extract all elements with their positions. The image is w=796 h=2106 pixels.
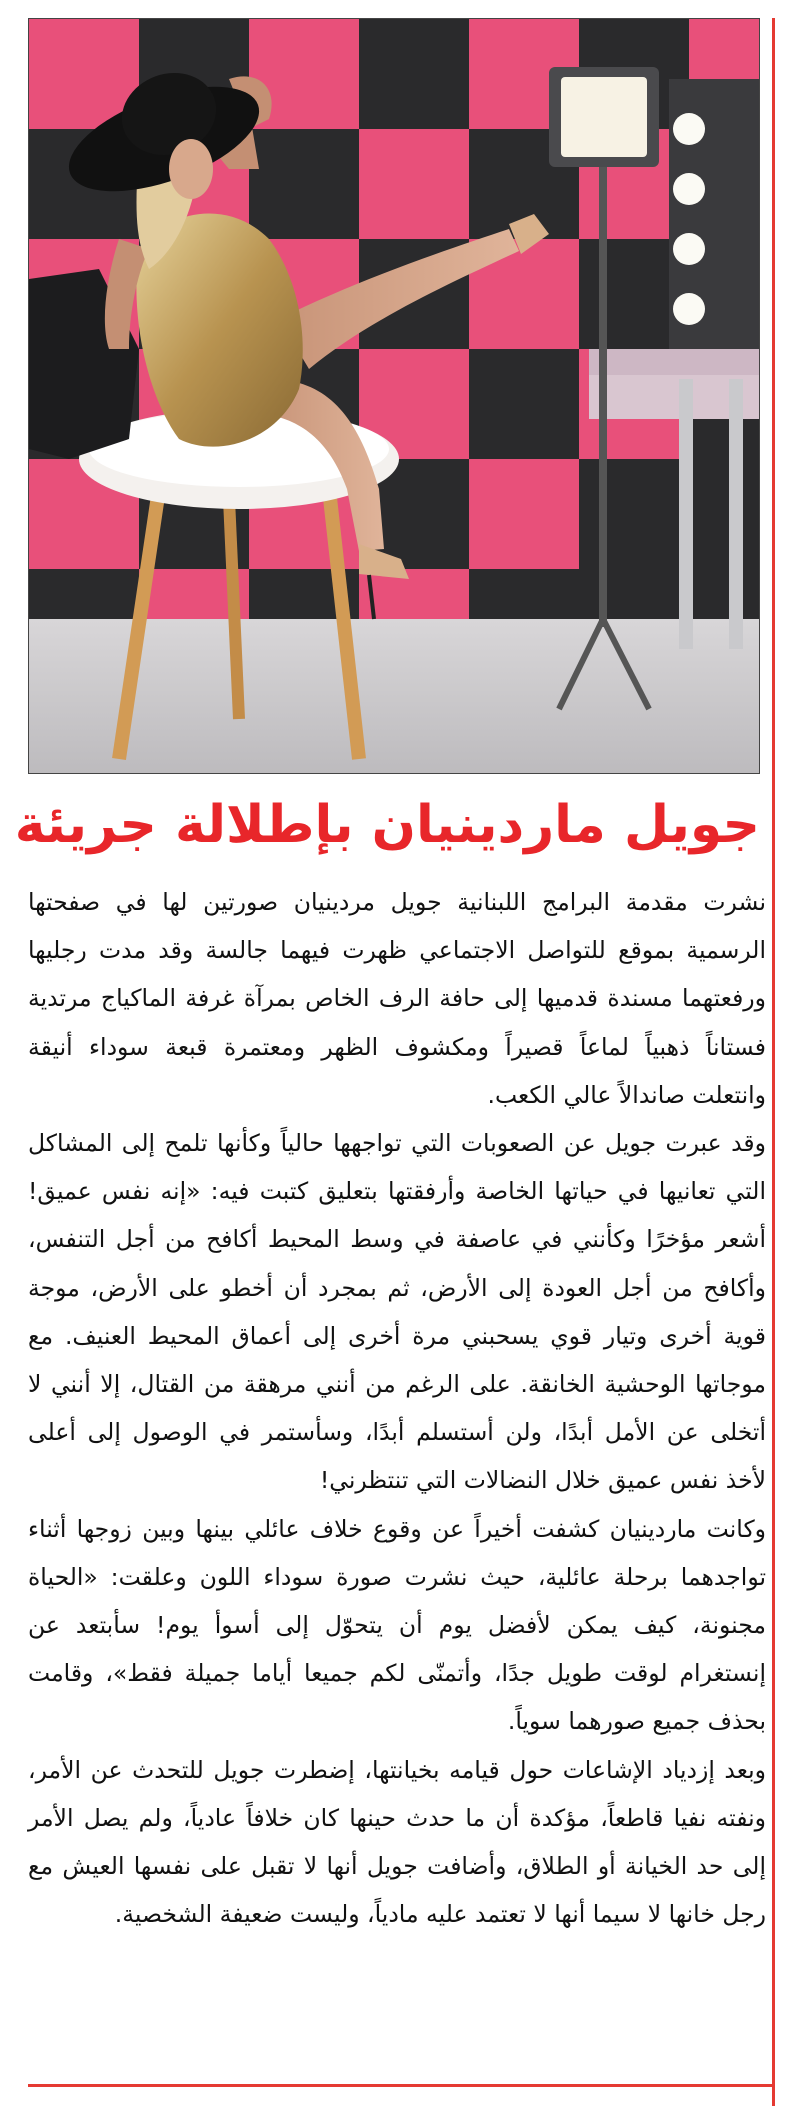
article-paragraph: وقد عبرت جويل عن الصعوبات التي تواجهها حالياً وكأنها تلمح إلى المشاكل التي تعانيها في حياتها الخاصة وأرفقتها بتعليق كتبت فيه: «إنه نفس عميق! أشعر مؤخرًا وكأنني في عاصفة في وسط المحيط أكافح من أجل التنفس، وأكافح من أجل العودة إلى الأرض، ثم بمجرد أن أخطو على الأرض، موجة قوية أخرى وتيار قوي يسحبني مرة أخرى إلى أعماق المحيط العنيف. مع موجاتها الوحشية الخانقة. على الرغم من أنني مرهقة من القتال، إلا أنني لا أتخلى عن الأمل أبدًا، ولن أستسلم أبدًا، وسأستمر في الوصول إلى أعلى لأخذ نفس عميق خلال النضالات التي تنتظرني!: [28, 1129, 766, 1495]
article-paragraph: وكانت ماردينيان كشفت أخيراً عن وقوع خلاف عائلي بينها وبين زوجها أثناء تواجدهما برحلة عائلية، حيث نشرت صورة سوداء اللون وعلقت: «الحياة مجنونة، كيف يمكن لأفضل يوم أن يتحوّل إلى أسوأ يوم! سأبتعد عن إنستغرام لوقت طويل جدًا، وأتمنّى لكم جميعا أياما جميلة فقط»، وقامت بحذف جميع صورهما سوياً.: [28, 1514, 766, 1736]
model-face: [169, 139, 213, 199]
column-rule-bottom: [28, 2084, 772, 2087]
column-rule-right: [772, 18, 775, 2106]
photo-illustration: [29, 19, 759, 773]
article-body: [28, 878, 766, 1938]
article-headline: جويل ماردينيان بإطلالة جريئة: [14, 795, 760, 855]
article-photo: [28, 18, 760, 774]
article-paragraph: نشرت مقدمة البرامج اللبنانية جويل مردينيان صورتين لها في صفحتها الرسمية بموقع للتواصل الاجتماعي ظهرت فيهما جالسة وقد مدت رجليها ورفعتهما مسندة قدميها إلى حافة الرف الخاص بمرآة غرفة الماكياج مرتدية فستاناً ذهبياً لماعاً قصيراً ومكشوف الظهر ومعتمرة قبعة سوداء أنيقة وانتعلت صاندالاً عالي الكعب.: [28, 888, 766, 1109]
article-paragraph: وبعد إزدياد الإشاعات حول قيامه بخيانتها، إضطرت جويل للتحدث عن الأمر، ونفته نفيا قاطعاً، مؤكدة أن ما حدث حينها كان خلافاً عادياً، ولم يصل الأمر إلى حد الخيانة أو الطلاق، وأضافت جويل أنها لا تقبل على نفسها العيش مع رجل خانها لا سيما أنها لا تعتمد عليه مادياً، وليست ضعيفة الشخصية.: [28, 1755, 766, 1929]
